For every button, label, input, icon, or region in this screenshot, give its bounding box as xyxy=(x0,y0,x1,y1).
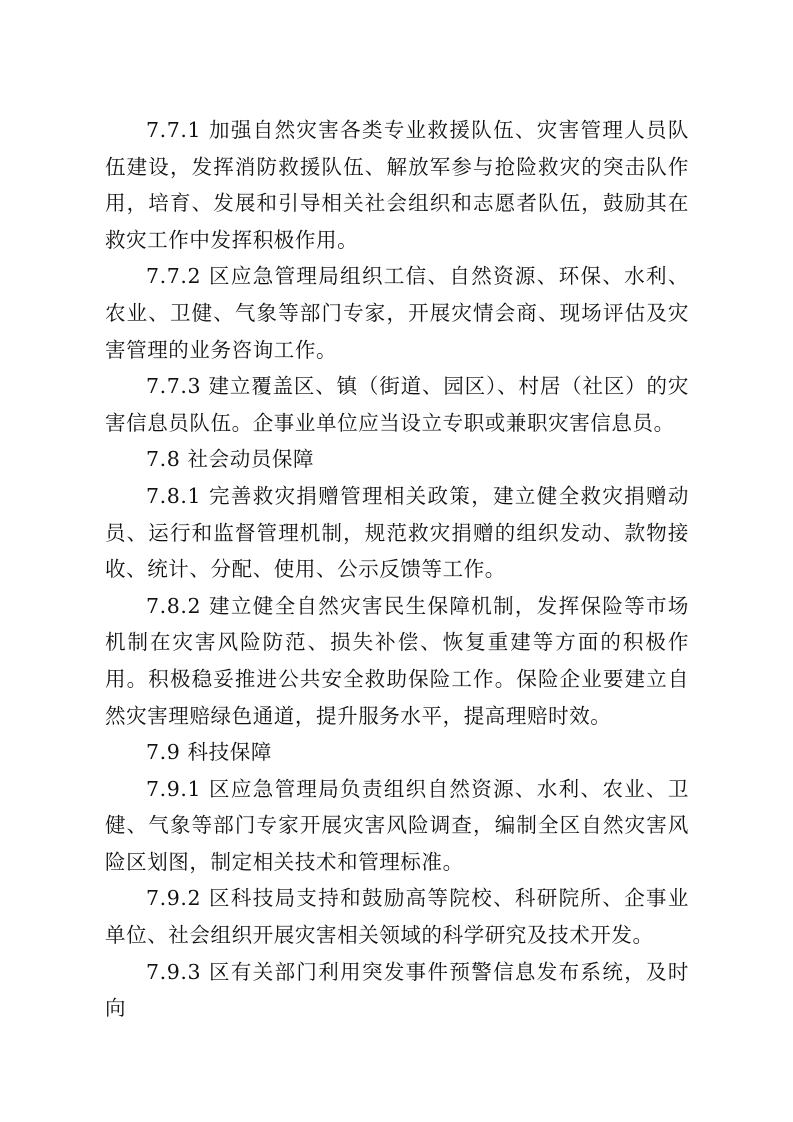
paragraph-7-8-1: 7.8.1 完善救灾捐赠管理相关政策，建立健全救灾捐赠动员、运行和监督管理机制，规范救灾捐赠的组织发动、款物接收、统计、分配、使用、公示反馈等工作。 xyxy=(105,483,689,582)
paragraph-7-9-2: 7.9.2 区科技局支持和鼓励高等院校、科研院所、企事业单位、社会组织开展灾害相关领域的科学研究及技术开发。 xyxy=(105,886,689,948)
paragraph-7-8-2: 7.8.2 建立健全自然灾害民生保障机制，发挥保险等市场机制在灾害风险防范、损失补偿、恢复重建等方面的积极作用。积极稳妥推进公共安全救助保险工作。保险企业要建立自然灾害理赔绿色通道，提升服务水平，提高理赔时效。 xyxy=(105,593,689,728)
paragraph-7-7-1: 7.7.1 加强自然灾害各类专业救援队伍、灾害管理人员队伍建设，发挥消防救援队伍、解放军参与抢险救灾的突击队作用，培育、发展和引导相关社会组织和志愿者队伍，鼓励其在救灾工作中发挥积极作用。 xyxy=(105,118,689,252)
paragraph-7-9-3: 7.9.3 区有关部门利用突发事件预警信息发布系统，及时向 xyxy=(105,959,689,1021)
section-heading-7-8: 7.8 社会动员保障 xyxy=(146,447,315,472)
paragraph-7-9-1: 7.9.1 区应急管理局负责组织自然资源、水利、农业、卫健、气象等部门专家开展灾害风险调查，编制全区自然灾害风险区划图，制定相关技术和管理标准。 xyxy=(105,776,689,874)
document-body xyxy=(105,112,689,1027)
paragraph-7-7-2: 7.7.2 区应急管理局组织工信、自然资源、环保、水利、农业、卫健、气象等部门专家，开展灾情会商、现场评估及灾害管理的业务咨询工作。 xyxy=(105,264,689,362)
paragraph-7-7-3: 7.7.3 建立覆盖区、镇（街道、园区）、村居（社区）的灾害信息员队伍。企事业单位应当设立专职或兼职灾害信息员。 xyxy=(105,374,689,435)
section-heading-7-9: 7.9 科技保障 xyxy=(146,740,272,765)
